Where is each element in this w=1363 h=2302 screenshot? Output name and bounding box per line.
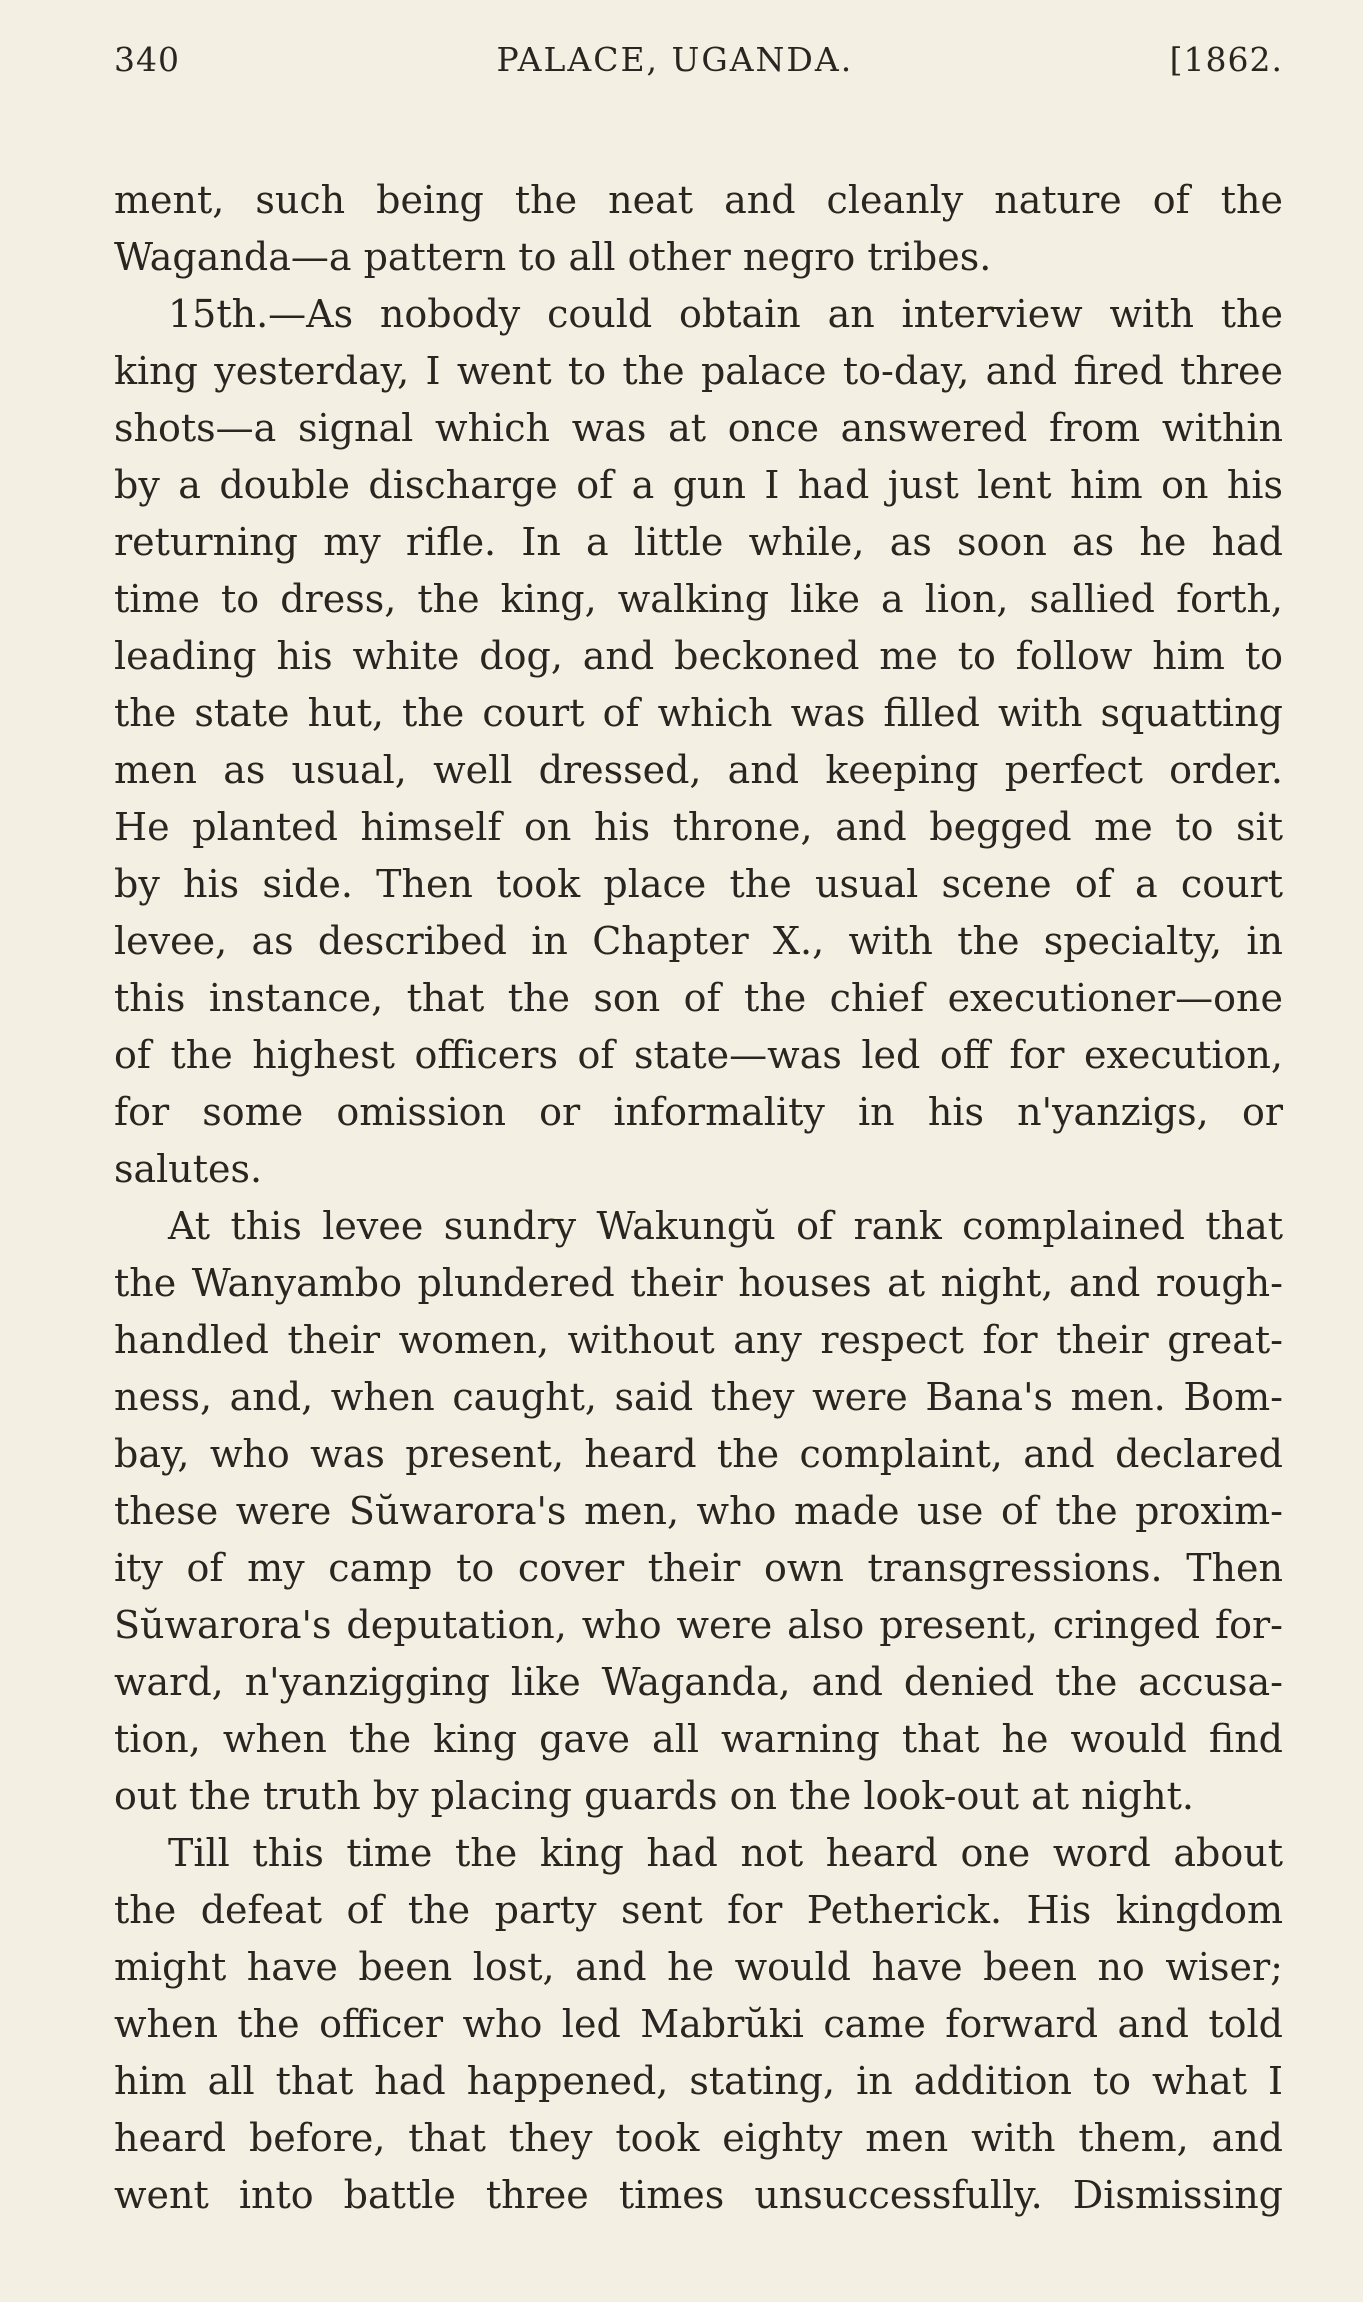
text-line: 15th.—As nobody could obtain an interview with the <box>168 292 1283 336</box>
running-title: PALACE, UGANDA. <box>496 40 854 79</box>
text-line: by a double discharge of a gun I had just lent him on his <box>114 463 1283 507</box>
text-line: At this levee sundry Wakungŭ of rank complained that <box>168 1204 1283 1248</box>
text-line: by his side. Then took place the usual scene of a court <box>114 862 1283 906</box>
text-line: men as usual, well dressed, and keeping perfect order. <box>114 748 1283 792</box>
text-line: king yesterday, I went to the palace to-day, and fired three <box>114 349 1283 393</box>
text-line: when the officer who led Mabrŭki came forward and told <box>114 2002 1283 2046</box>
body-text <box>114 172 1283 2224</box>
text-line: Sŭwarora's deputation, who were also present, cringed for- <box>114 1603 1283 1647</box>
text-line: ness, and, when caught, said they were Bana's men. Bom- <box>114 1375 1283 1419</box>
page-number: 340 <box>114 40 180 79</box>
text-line: Till this time the king had not heard one word about <box>168 1831 1283 1875</box>
text-line: the Wanyambo plundered their houses at night, and rough- <box>114 1261 1283 1305</box>
text-line: the defeat of the party sent for Petherick. His kingdom <box>114 1888 1283 1932</box>
text-line: time to dress, the king, walking like a lion, sallied forth, <box>114 577 1283 621</box>
text-line: these were Sŭwarora's men, who made use of the proxim- <box>114 1489 1283 1533</box>
text-line: returning my rifle. In a little while, as soon as he had <box>114 520 1283 564</box>
text-line: tion, when the king gave all warning that he would find <box>114 1717 1283 1761</box>
text-line: for some omission or informality in his n'yanzigs, or <box>114 1090 1283 1134</box>
text-line: ity of my camp to cover their own transgressions. Then <box>114 1546 1283 1590</box>
text-line: shots—a signal which was at once answered from within <box>114 406 1283 450</box>
page-header <box>114 40 1283 98</box>
text-line: leading his white dog, and beckoned me to follow him to <box>114 634 1283 678</box>
text-line: him all that had happened, stating, in addition to what I <box>114 2059 1283 2103</box>
year-marker: [1862. <box>1169 40 1283 79</box>
text-line: bay, who was present, heard the complaint, and declared <box>114 1432 1283 1476</box>
text-line: out the truth by placing guards on the look-out at night. <box>114 1774 1194 1818</box>
text-line: this instance, that the son of the chief executioner—one <box>114 976 1283 1020</box>
text-line: of the highest officers of state—was led off for execution, <box>114 1033 1283 1077</box>
text-line: might have been lost, and he would have been no wiser; <box>114 1945 1283 1989</box>
text-line: Waganda—a pattern to all other negro tribes. <box>114 235 992 279</box>
text-line: ward, n'yanzigging like Waganda, and denied the accusa- <box>114 1660 1283 1704</box>
paragraph <box>114 172 1283 286</box>
text-line: handled their women, without any respect for their great- <box>114 1318 1283 1362</box>
text-line: the state hut, the court of which was filled with squatting <box>114 691 1283 735</box>
text-line: salutes. <box>114 1147 263 1191</box>
text-line: ment, such being the neat and cleanly nature of the <box>114 178 1283 222</box>
text-line: heard before, that they took eighty men with them, and <box>114 2116 1283 2160</box>
paragraph <box>114 286 1283 1198</box>
paragraph <box>114 1825 1283 2224</box>
text-line: levee, as described in Chapter X., with the specialty, in <box>114 919 1283 963</box>
paragraph <box>114 1198 1283 1825</box>
text-line: went into battle three times unsuccessfully. Dismissing <box>114 2173 1283 2217</box>
text-line: He planted himself on his throne, and begged me to sit <box>114 805 1283 849</box>
